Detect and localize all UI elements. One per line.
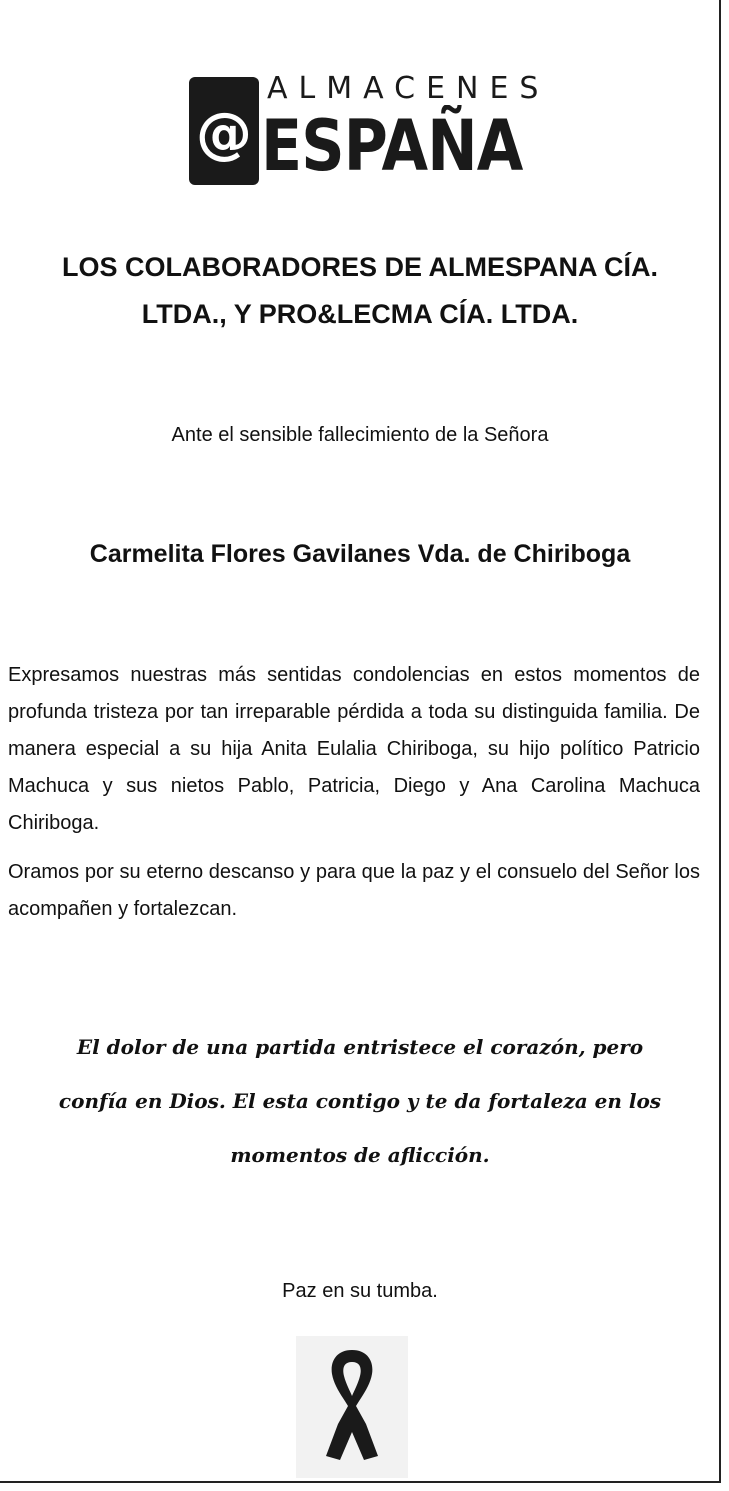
quote-line-2: confía en Dios. El esta contigo y te da fortaleza en los (58, 1089, 662, 1113)
ribbon-loop (326, 1350, 378, 1460)
mourning-ribbon-icon (296, 1336, 408, 1478)
mourning-ribbon-graphic (296, 1336, 408, 1478)
logo-at-mark (189, 77, 259, 185)
logo-at-icon: @ (196, 101, 252, 166)
logo-bottom-text: ESPAÑA (261, 105, 523, 187)
intro-text: Ante el sensible fallecimiento de la Señora (171, 424, 549, 446)
condolence-paragraph-1: Expresamos nuestras más sentidas condolencias en estos momentos de profunda tristeza por tan irreparable pérdida a toda su distinguida familia. De manera especial a su hija Anita Eulalia Chiriboga, su hijo político Patricio Machuca y sus nietos Pablo, Patricia, Diego y Ana Carolina Machuca Chiriboga. (8, 664, 700, 834)
headline-line-1: LOS COLABORADORES DE ALMESPANA CÍA. (61, 252, 659, 282)
logo-top-text: ALMACENES (267, 71, 550, 106)
almacenes-espana-logo (189, 71, 550, 188)
condolence-paragraph-2: Oramos por su eterno descanso y para que la paz y el consuelo del Señor los acompañen y fortalezcan. (8, 861, 700, 920)
deceased-name: Carmelita Flores Gavilanes Vda. de Chiriboga (89, 540, 631, 568)
quote-line-1: El dolor de una partida entristece el corazón, pero (76, 1035, 644, 1059)
farewell-text: Paz en su tumba. (282, 1280, 438, 1302)
quote-line-3: momentos de aflicción. (230, 1143, 490, 1167)
comfort-quote (10, 1020, 710, 1182)
condolence-body (8, 657, 700, 940)
notice-headline (20, 244, 700, 338)
headline-line-2: LTDA., Y PRO&LECMA CÍA. LTDA. (141, 299, 579, 329)
